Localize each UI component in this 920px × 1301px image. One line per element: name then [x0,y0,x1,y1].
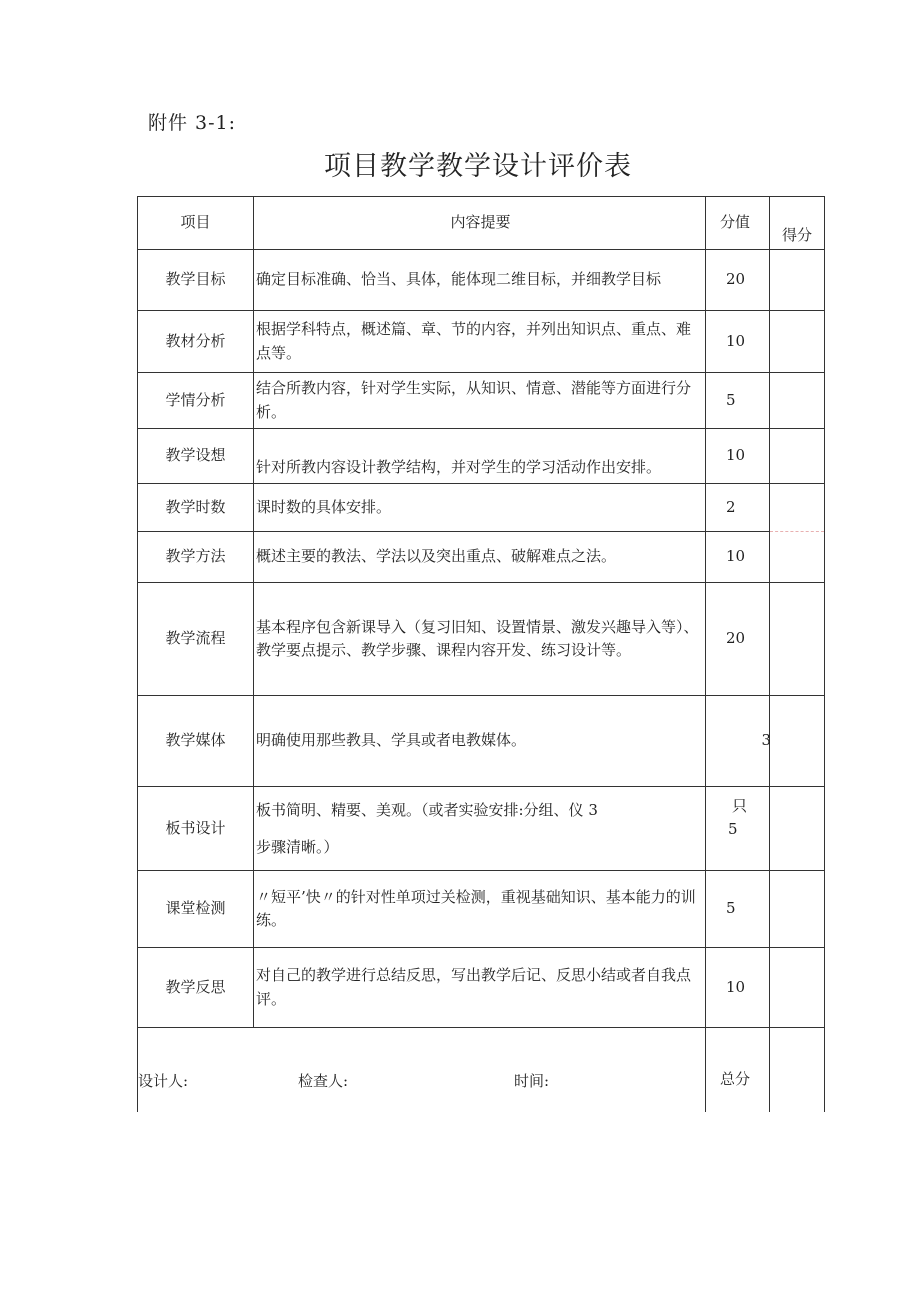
row-score-value: 5 [728,820,738,839]
document-title: 项目教学教学设计评价表 [324,151,632,182]
table-row [138,250,825,311]
row-got-cell[interactable] [770,250,825,311]
row-score: 10 [706,948,770,1028]
row-item: 教学目标 [138,250,254,311]
row-content: 〃短平’快〃的针对性单项过关检测，重视基础知识、基本能力的训练。 [254,871,706,948]
total-label: 总分 [706,1028,770,1113]
row-got-cell[interactable] [770,484,825,532]
row-content: 基本程序包含新课导入（复习旧知、设置情景、激发兴趣导入等）、教学要点提示、教学步骤、课程内容开发、练习设计等。 [254,583,706,696]
row-content-line: 板书简明、精要、美观。（或者实验安排:分组、仪 3 [256,801,598,819]
row-item: 教学媒体 [138,696,254,787]
designer-label: 设计人: [138,1072,189,1090]
row-content: 概述主要的教法、学法以及突出重点、破解难点之法。 [254,532,706,583]
row-got-cell[interactable] [770,696,825,787]
row-item: 学情分析 [138,373,254,429]
row-item: 教学方法 [138,532,254,583]
row-item: 教学反思 [138,948,254,1028]
row-score-value: 3 [761,731,771,750]
row-item: 教学流程 [138,583,254,696]
row-score: 20 [706,250,770,311]
total-got-cell[interactable] [770,1028,825,1113]
row-item: 教学时数 [138,484,254,532]
evaluation-table [137,196,825,1112]
row-item: 教学设想 [138,429,254,484]
table-row [138,429,825,484]
row-score [706,696,770,787]
row-content-line: 步骤清晰。） [256,837,339,856]
row-score: 5 [706,871,770,948]
row-content: 课时数的具体安排。 [254,484,706,532]
row-got-cell[interactable] [770,583,825,696]
signature-cell [138,1028,706,1113]
header-item: 项目 [138,197,254,250]
time-label: 时间: [514,1072,550,1090]
row-item: 课堂检测 [138,871,254,948]
row-got-cell[interactable] [770,948,825,1028]
row-content: 结合所教内容，针对学生实际，从知识、情意、潜能等方面进行分析。 [254,373,706,429]
row-score-mark: 只 [732,797,748,815]
table-row [138,311,825,373]
row-item: 教材分析 [138,311,254,373]
row-item: 板书设计 [138,787,254,871]
row-got-cell[interactable] [770,373,825,429]
row-content: 对自己的教学进行总结反思，写出教学后记、反思小结或者自我点评。 [254,948,706,1028]
table-row [138,696,825,787]
table-row [138,948,825,1028]
row-score: 5 [706,373,770,429]
table-row [138,787,825,871]
row-score: 10 [706,429,770,484]
row-content: 根据学科特点，概述篇、章、节的内容，并列出知识点、重点、难点等。 [254,311,706,373]
row-score: 10 [706,532,770,583]
row-got-cell[interactable] [770,532,825,583]
row-score: 20 [706,583,770,696]
table-row [138,871,825,948]
table-header-row [138,197,825,250]
attachment-label: 附件 3-1: [148,112,237,134]
header-score: 分值 [706,197,770,250]
row-got-cell[interactable] [770,311,825,373]
table-row [138,532,825,583]
table-row [138,583,825,696]
row-content: 明确使用那些教具、学具或者电教媒体。 [254,696,706,787]
row-score [706,787,770,871]
header-content: 内容提要 [254,197,706,250]
row-content: 确定目标准确、恰当、具体，能体现二维目标，并细教学目标 [254,250,706,311]
row-content [254,787,706,871]
row-got-cell[interactable] [770,429,825,484]
row-score: 2 [706,484,770,532]
row-got-cell[interactable] [770,787,825,871]
header-got: 得分 [770,197,825,250]
row-got-cell[interactable] [770,871,825,948]
row-score: 10 [706,311,770,373]
checker-label: 检查人: [298,1072,349,1090]
table-row [138,484,825,532]
row-content: 针对所教内容设计教学结构，并对学生的学习活动作出安排。 [254,429,706,484]
signature-row [138,1028,825,1113]
table-row [138,373,825,429]
